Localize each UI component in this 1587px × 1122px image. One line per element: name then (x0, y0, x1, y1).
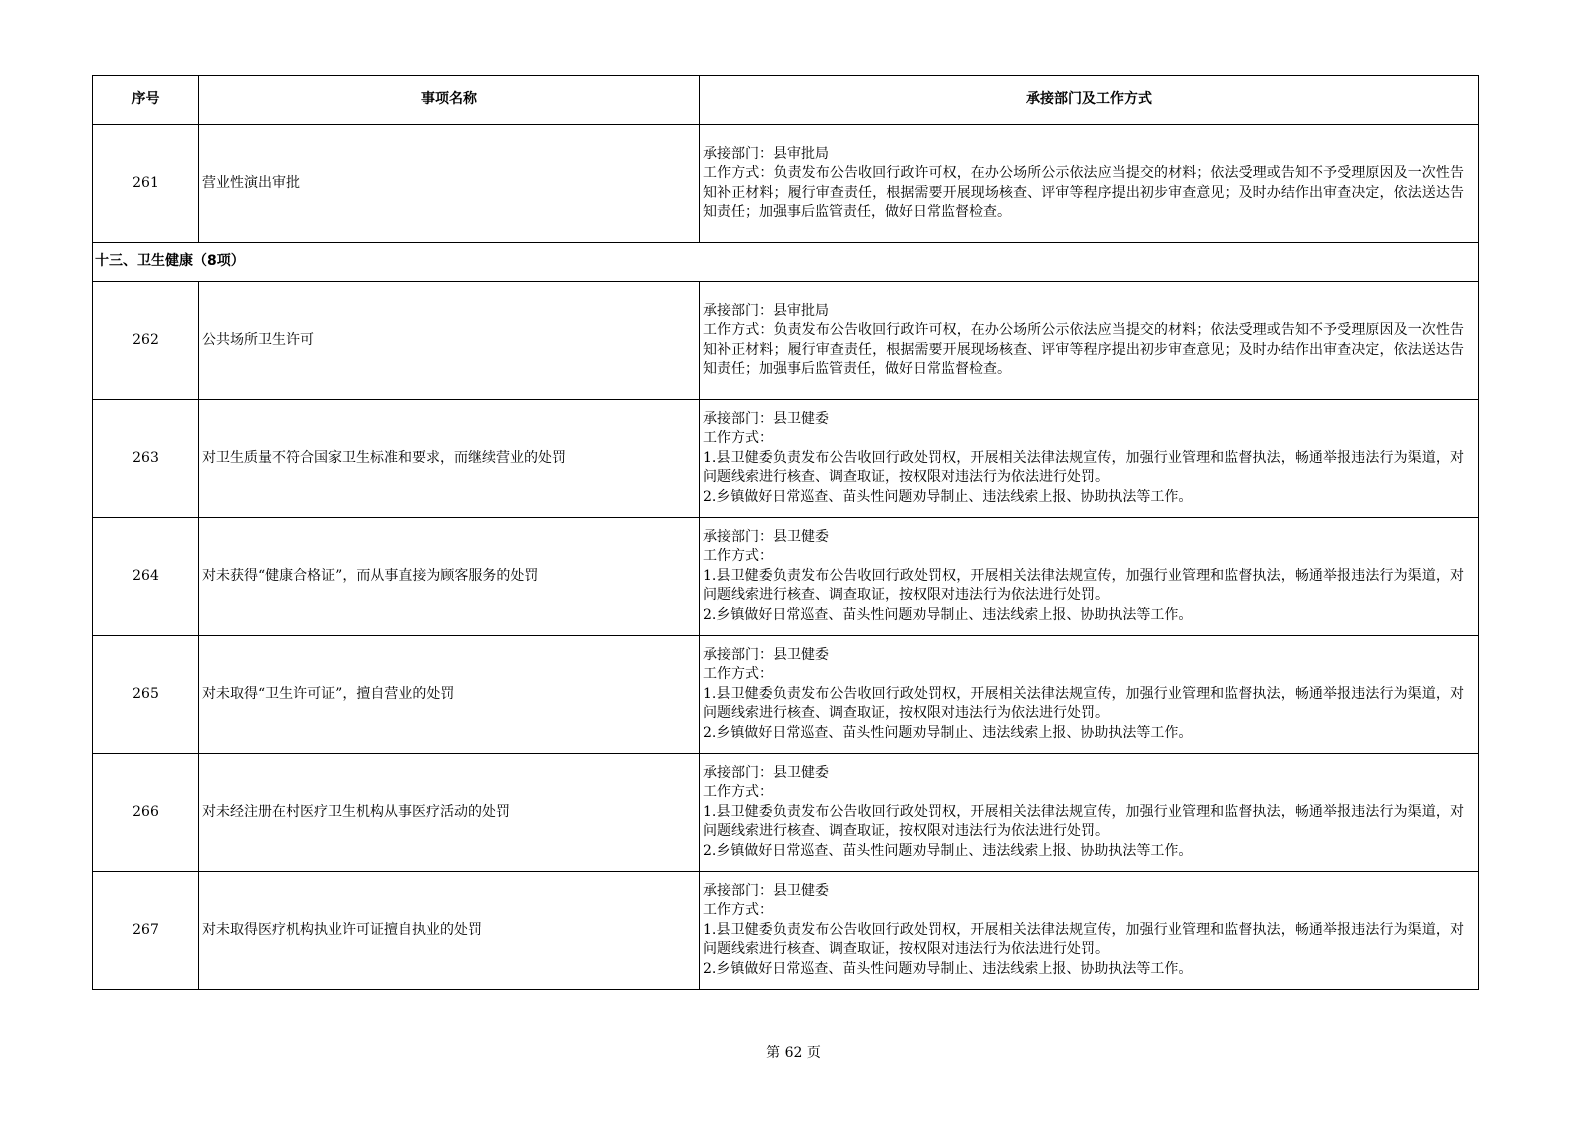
dept-line: 工作方式： (703, 666, 773, 683)
row-dept-method (700, 282, 1479, 400)
dept-line: 2.乡镇做好日常巡查、苗头性问题劝导制止、违法线索上报、协助执法等工作。 (703, 606, 1193, 623)
section-title: 十三、卫生健康（8项） (93, 243, 1479, 282)
row-matter-name: 对未取得医疗机构执业许可证擅自执业的处罚 (199, 872, 700, 990)
row-seq: 261 (93, 125, 199, 243)
dept-line: 工作方式： (703, 902, 773, 919)
row-dept-method (700, 872, 1479, 990)
table-row (93, 282, 1479, 400)
dept-line: 承接部门：县卫健委 (703, 646, 829, 663)
table-row (93, 400, 1479, 518)
row-seq: 267 (93, 872, 199, 990)
section-header-row (93, 243, 1479, 282)
row-seq: 262 (93, 282, 199, 400)
row-dept-method (700, 636, 1479, 754)
dept-line: 承接部门：县审批局 (703, 145, 829, 162)
dept-line: 工作方式：负责发布公告收回行政许可权，在办公场所公示依法应当提交的材料；依法受理或告知不予受理原因及一次性告知补正材料；履行审查责任，根据需要开展现场核查、评审等程序提出初步审查意见；及时办结作出审查决定，依法送达告知责任；加强事后监管责任，做好日常监督检查。 (703, 322, 1464, 377)
dept-line: 承接部门：县卫健委 (703, 528, 829, 545)
table-row (93, 754, 1479, 872)
row-dept-method (700, 400, 1479, 518)
dept-line: 承接部门：县卫健委 (703, 410, 829, 427)
dept-line: 2.乡镇做好日常巡查、苗头性问题劝导制止、违法线索上报、协助执法等工作。 (703, 960, 1193, 977)
row-dept-method (700, 518, 1479, 636)
table-row (93, 125, 1479, 243)
table-header-row (93, 76, 1479, 125)
header-dept: 承接部门及工作方式 (700, 76, 1479, 125)
row-matter-name: 对未获得“健康合格证”，而从事直接为顾客服务的处罚 (199, 518, 700, 636)
row-seq: 263 (93, 400, 199, 518)
dept-line: 承接部门：县卫健委 (703, 882, 829, 899)
row-seq: 264 (93, 518, 199, 636)
dept-line: 工作方式：负责发布公告收回行政许可权，在办公场所公示依法应当提交的材料；依法受理或告知不予受理原因及一次性告知补正材料；履行审查责任，根据需要开展现场核查、评审等程序提出初步审查意见；及时办结作出审查决定，依法送达告知责任；加强事后监管责任，做好日常监督检查。 (703, 165, 1464, 220)
dept-line: 2.乡镇做好日常巡查、苗头性问题劝导制止、违法线索上报、协助执法等工作。 (703, 724, 1193, 741)
row-dept-method (700, 125, 1479, 243)
matters-table (92, 75, 1479, 990)
row-seq: 265 (93, 636, 199, 754)
dept-line: 工作方式： (703, 784, 773, 801)
dept-line: 1.县卫健委负责发布公告收回行政处罚权，开展相关法律法规宣传，加强行业管理和监督执法，畅通举报违法行为渠道，对问题线索进行核查、调查取证，按权限对违法行为依法进行处罚。 (703, 567, 1464, 604)
dept-line: 1.县卫健委负责发布公告收回行政处罚权，开展相关法律法规宣传，加强行业管理和监督执法，畅通举报违法行为渠道，对问题线索进行核查、调查取证，按权限对违法行为依法进行处罚。 (703, 921, 1464, 958)
dept-line: 承接部门：县卫健委 (703, 764, 829, 781)
dept-line: 工作方式： (703, 430, 773, 447)
row-matter-name: 对卫生质量不符合国家卫生标准和要求，而继续营业的处罚 (199, 400, 700, 518)
table-row (93, 872, 1479, 990)
header-seq: 序号 (93, 76, 199, 125)
dept-line: 1.县卫健委负责发布公告收回行政处罚权，开展相关法律法规宣传，加强行业管理和监督执法，畅通举报违法行为渠道，对问题线索进行核查、调查取证，按权限对违法行为依法进行处罚。 (703, 449, 1464, 486)
row-matter-name: 公共场所卫生许可 (199, 282, 700, 400)
dept-line: 2.乡镇做好日常巡查、苗头性问题劝导制止、违法线索上报、协助执法等工作。 (703, 842, 1193, 859)
row-dept-method (700, 754, 1479, 872)
row-seq: 266 (93, 754, 199, 872)
table-row (93, 518, 1479, 636)
row-matter-name: 营业性演出审批 (199, 125, 700, 243)
dept-line: 1.县卫健委负责发布公告收回行政处罚权，开展相关法律法规宣传，加强行业管理和监督执法，畅通举报违法行为渠道，对问题线索进行核查、调查取证，按权限对违法行为依法进行处罚。 (703, 803, 1464, 840)
row-matter-name: 对未经注册在村医疗卫生机构从事医疗活动的处罚 (199, 754, 700, 872)
table-row (93, 636, 1479, 754)
table-body (93, 125, 1479, 990)
row-matter-name: 对未取得“卫生许可证”，擅自营业的处罚 (199, 636, 700, 754)
dept-line: 1.县卫健委负责发布公告收回行政处罚权，开展相关法律法规宣传，加强行业管理和监督执法，畅通举报违法行为渠道，对问题线索进行核查、调查取证，按权限对违法行为依法进行处罚。 (703, 685, 1464, 722)
page-number: 第 62 页 (766, 1045, 821, 1061)
dept-line: 工作方式： (703, 548, 773, 565)
header-name: 事项名称 (199, 76, 700, 125)
dept-line: 2.乡镇做好日常巡查、苗头性问题劝导制止、违法线索上报、协助执法等工作。 (703, 488, 1193, 505)
dept-line: 承接部门：县审批局 (703, 302, 829, 319)
